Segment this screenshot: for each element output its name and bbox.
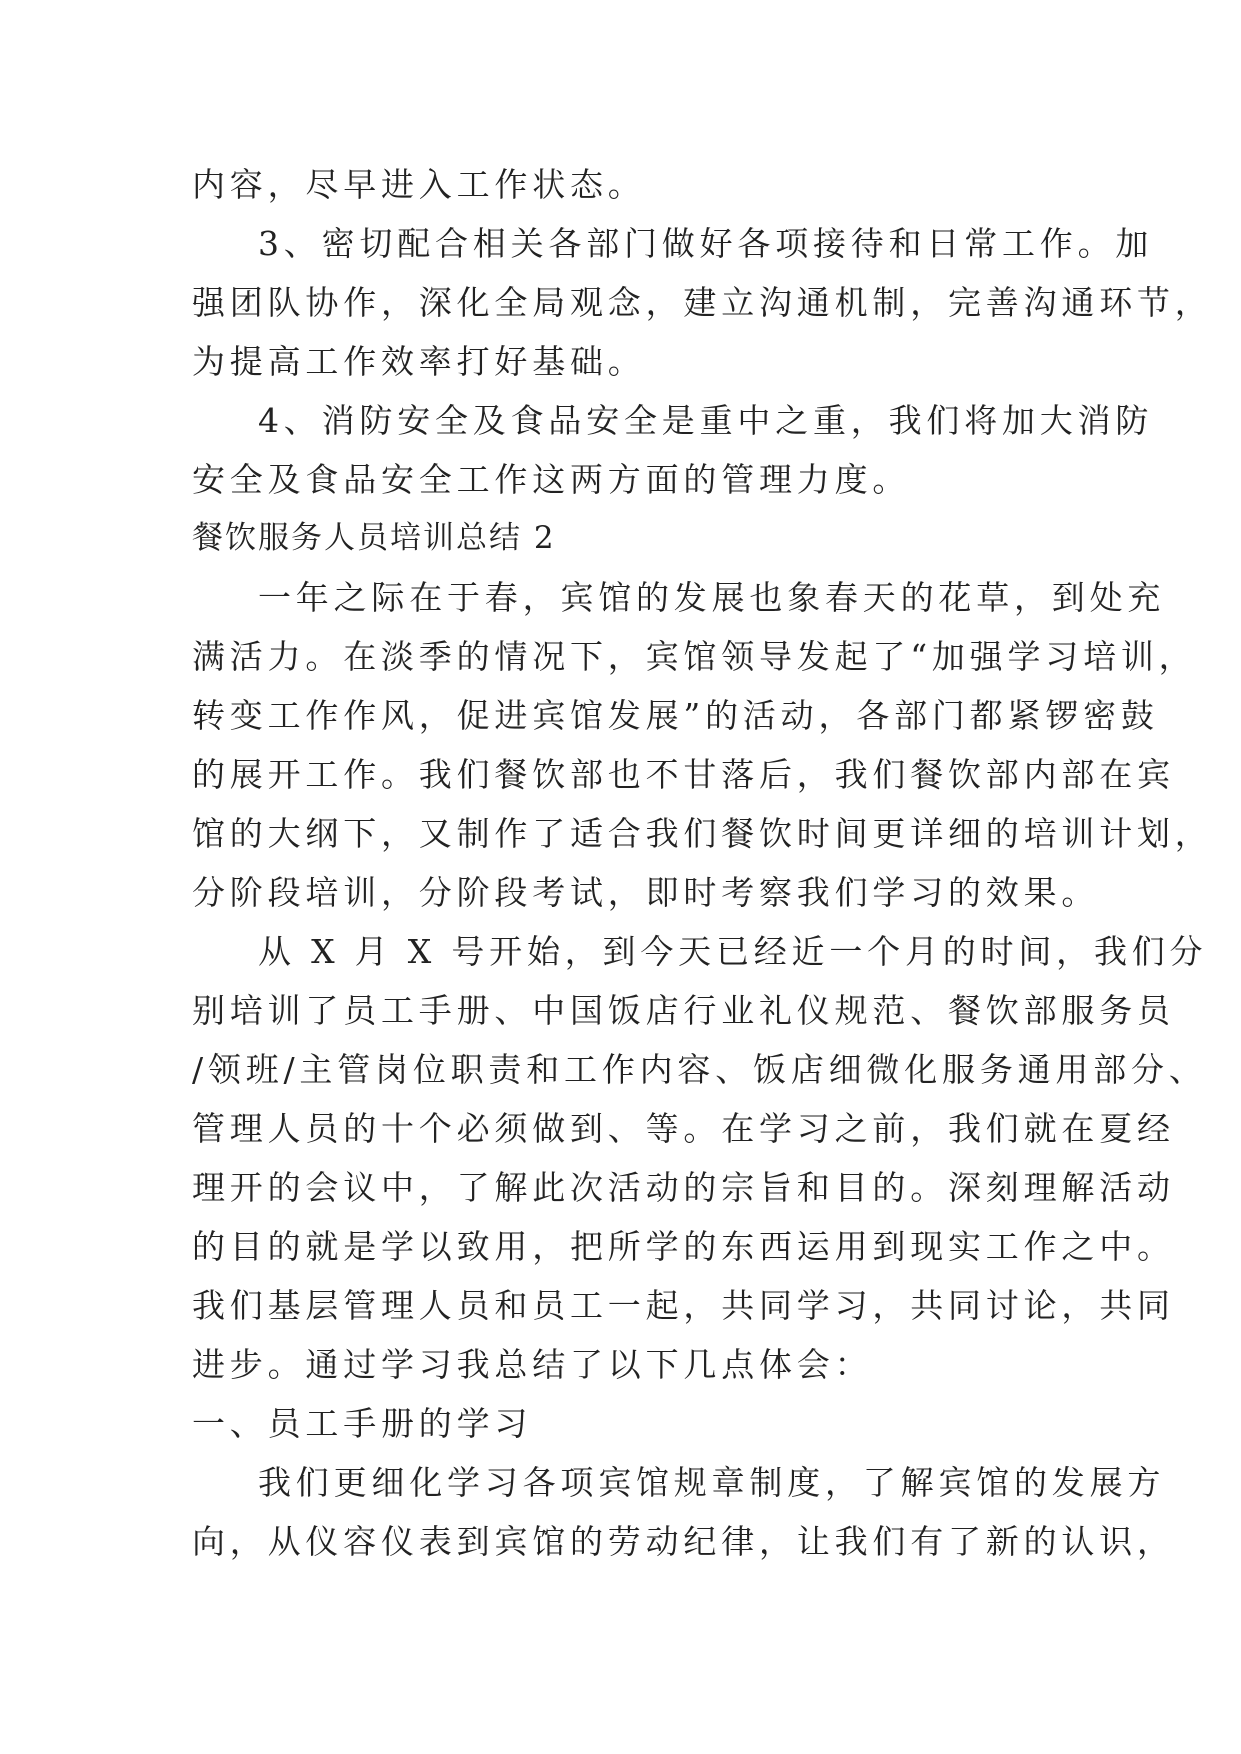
text-line: /领班/主管岗位职责和工作内容、饭店细微化服务通用部分、 <box>192 1050 1207 1089</box>
text-line: 进步。通过学习我总结了以下几点体会： <box>192 1345 873 1384</box>
paragraph-3 <box>192 391 1154 509</box>
text-line: 管理人员的十个必须做到、等。在学习之前，我们就在夏经 <box>192 1109 1175 1148</box>
text-line: 的展开工作。我们餐饮部也不甘落后，我们餐饮部内部在宾 <box>192 755 1175 794</box>
text-line: 别培训了员工手册、中国饭店行业礼仪规范、餐饮部服务员 <box>192 991 1175 1030</box>
paragraph-1 <box>192 155 1052 214</box>
text-line: 满活力。在淡季的情况下，宾馆领导发起了“加强学习培训， <box>192 637 1197 676</box>
text-line: 分阶段培训，分阶段考试，即时考察我们学习的效果。 <box>192 873 1100 912</box>
text-line: 的目的就是学以致用，把所学的东西运用到现实工作之中。 <box>192 1227 1175 1266</box>
text-line: 理开的会议中，了解此次活动的宗旨和目的。深刻理解活动 <box>192 1168 1175 1207</box>
text-line: 我们基层管理人员和员工一起，共同学习，共同讨论，共同 <box>192 1286 1175 1325</box>
text-line: 一年之际在于春，宾馆的发展也象春天的花草，到处充 <box>258 578 1166 617</box>
section-heading: 餐饮服务人员培训总结 2 <box>192 520 556 556</box>
text-line: 为提高工作效率打好基础。 <box>192 342 646 381</box>
text-line: 从 X 月 X 号开始，到今天已经近一个月的时间，我们分 <box>258 932 1208 971</box>
text-line: 我们更细化学习各项宾馆规章制度，了解宾馆的发展方 <box>258 1463 1166 1502</box>
text-line: 馆的大纲下，又制作了适合我们餐饮时间更详细的培训计划， <box>192 814 1213 853</box>
text-line: 内容，尽早进入工作状态。 <box>192 165 646 204</box>
paragraph-2 <box>192 214 1213 391</box>
paragraph-5 <box>192 922 1208 1394</box>
paragraph-4 <box>192 568 1213 922</box>
document-body <box>192 155 1213 1571</box>
paragraph-6 <box>192 1453 1175 1571</box>
text-line: 4、消防安全及食品安全是重中之重，我们将加大消防 <box>258 401 1154 440</box>
text-line: 向，从仪容仪表到宾馆的劳动纪律，让我们有了新的认识， <box>192 1522 1175 1561</box>
text-line: 安全及食品安全工作这两方面的管理力度。 <box>192 460 911 499</box>
list-heading: 一、员工手册的学习 <box>192 1404 533 1443</box>
text-line: 转变工作作风，促进宾馆发展”的活动，各部门都紧锣密鼓 <box>192 696 1159 735</box>
text-line: 3、密切配合相关各部门做好各项接待和日常工作。加 <box>258 224 1154 263</box>
text-line: 强团队协作，深化全局观念，建立沟通机制，完善沟通环节， <box>192 283 1213 322</box>
